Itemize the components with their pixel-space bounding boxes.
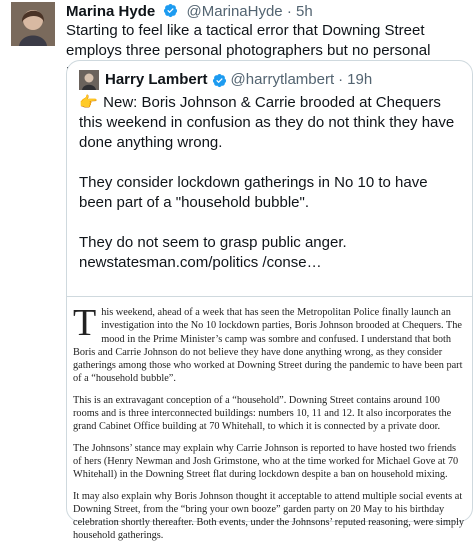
avatar[interactable]	[11, 2, 55, 46]
tweet-text: Starting to feel like a tactical error that Downing Street employs three personal photographers but no personal	[66, 22, 431, 59]
separator: ·	[338, 71, 344, 88]
article-paragraph	[73, 302, 466, 386]
pointing-hand-icon: 👉	[79, 94, 98, 111]
article-image[interactable]	[67, 296, 472, 542]
article-paragraph: This is an extravagant conception of a “household”. Downing Street contains around 100 rooms and is three interconnected buildings: numbers 10, 11 and 12. It also incorporates the grand Cabinet Office building at 70 Whitehall, to which it is connected by a private door.	[73, 394, 452, 433]
quoted-author-handle: @harrytlambert	[230, 71, 335, 88]
quoted-paragraph	[79, 93, 464, 153]
verified-badge-icon	[212, 73, 227, 88]
article-paragraph: It may also explain why Boris Johnson thought it acceptable to attend multiple social events at Downing Street, from the “bring your own booze” garden party on 20 May to his birthday celebration shortly thereafter. Both events, under the Johnsons’ reputed reasoning, were simply household gatherings.	[73, 490, 464, 542]
avatar-image	[11, 2, 55, 46]
author-name[interactable]: Marina Hyde	[66, 3, 156, 20]
quoted-tweet-text	[79, 93, 464, 293]
quoted-paragraph-text: New: Boris Johnson & Carrie brooded at Chequers this weekend in confusion as they do not think they have done anything wrong.	[79, 94, 455, 151]
article-paragraph-text: his weekend, ahead of a week that has seen the Metropolitan Police finally launch an investigation into the No 10 lockdown parties, Boris Johnson brooded at Chequers. The mood in the Prime Minister’s camp was sombre and confused. I understand that both Boris and Carrie Johnson do not believe they have done anything wrong, as they consider gatherings among those who worked at Downing Street during the pandemic to have been part of a “household bubble”.	[73, 307, 463, 385]
article-paragraph: The Johnsons’ stance may explain why Carrie Johnson is reported to have hosted two friends of hers (Henry Newman and Josh Grimstone, who at the time worked for Michael Gove at 70 Whitehall) in the Downing Street flat during lockdown despite a ban on household mixing.	[73, 442, 459, 481]
drop-cap: T	[73, 302, 97, 344]
quoted-tweet-time: 19h	[347, 71, 373, 88]
verified-badge-icon	[163, 3, 178, 18]
tweet-header	[66, 2, 313, 22]
quoted-avatar-image	[79, 70, 99, 90]
quoted-tweet-header	[79, 70, 372, 90]
separator: ·	[286, 3, 292, 20]
quoted-avatar	[79, 70, 99, 90]
quoted-tweet[interactable]	[66, 60, 473, 542]
quoted-paragraph: They consider lockdown gatherings in No 10 to have been part of a "household bubble".	[79, 174, 428, 211]
author-handle[interactable]: @MarinaHyde	[186, 3, 283, 20]
quoted-author-name: Harry Lambert	[105, 71, 208, 88]
tweet-time[interactable]: 5h	[295, 3, 313, 20]
quoted-paragraph: They do not seem to grasp public anger. newstatesman.com/politics /conse…	[79, 234, 347, 271]
